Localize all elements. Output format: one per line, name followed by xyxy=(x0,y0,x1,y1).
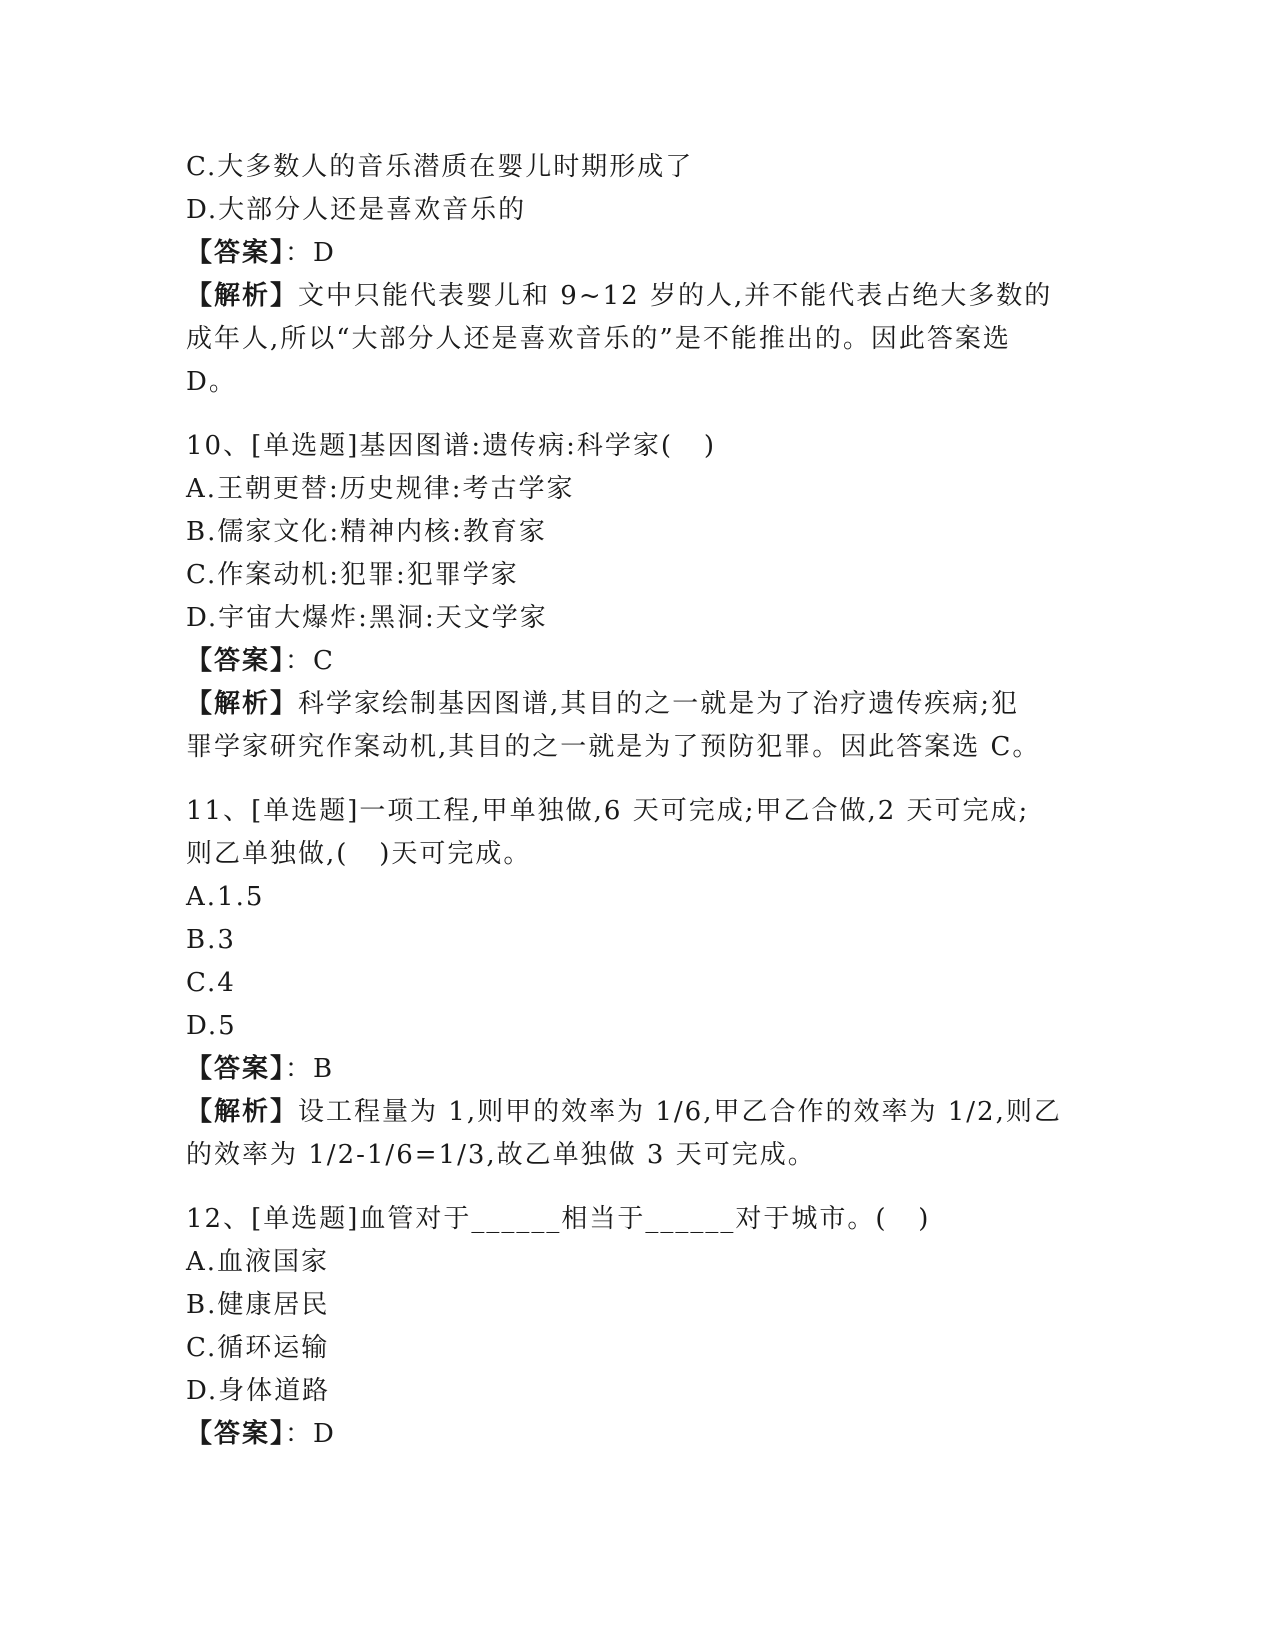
answer-label: 【答案】 xyxy=(186,238,286,268)
option-d: D.宇宙大爆炸:黑洞:天文学家 xyxy=(186,603,548,633)
answer xyxy=(186,232,1086,275)
question-stem: 12、[单选题]血管对于______相当于______对于城市。( ) xyxy=(186,1204,931,1234)
analysis-text-1: 科学家绘制基因图谱,其目的之一就是为了治疗遗传疾病;犯 xyxy=(298,689,1020,719)
answer-value: ：C xyxy=(285,646,335,676)
analysis-label: 【解析】 xyxy=(186,689,299,719)
question-stem-1: 11、[单选题]一项工程,甲单独做,6 天可完成;甲乙合做,2 天可完成; xyxy=(186,796,1030,826)
option-a: A.王朝更替:历史规律:考古学家 xyxy=(186,474,575,504)
analysis-label: 【解析】 xyxy=(186,281,299,311)
answer xyxy=(186,1413,1086,1456)
option-b: B.健康居民 xyxy=(186,1290,330,1320)
option-c: C.循环运输 xyxy=(186,1333,330,1363)
option-c: C.大多数人的音乐潜质在婴儿时期形成了 xyxy=(186,152,694,182)
answer-label: 【答案】 xyxy=(186,1054,286,1084)
option-b: B.3 xyxy=(186,925,236,955)
answer-value: ：D xyxy=(285,1419,336,1449)
question-stem: 10、[单选题]基因图谱:遗传病:科学家( ) xyxy=(186,431,716,461)
option-a: A.1.5 xyxy=(186,882,265,912)
analysis xyxy=(186,1091,1086,1134)
analysis-label: 【解析】 xyxy=(186,1097,299,1127)
option-a: A.血液国家 xyxy=(186,1247,330,1277)
option-b: B.儒家文化:精神内核:教育家 xyxy=(186,517,547,547)
question-11 xyxy=(186,790,1086,1177)
analysis-text-1: 文中只能代表婴儿和 9~12 岁的人,并不能代表占绝大多数的 xyxy=(298,281,1053,311)
answer xyxy=(186,1048,1086,1091)
question-12 xyxy=(186,1198,1086,1456)
question-9-tail xyxy=(186,146,1086,404)
option-d: D.大部分人还是喜欢音乐的 xyxy=(186,195,527,225)
question-stem-2: 则乙单独做,( )天可完成。 xyxy=(186,839,532,869)
analysis xyxy=(186,275,1086,318)
answer-value: ：B xyxy=(285,1054,335,1084)
question-10 xyxy=(186,425,1086,769)
answer-value: ：D xyxy=(285,238,336,268)
analysis-text-1: 设工程量为 1,则甲的效率为 1/6,甲乙合作的效率为 1/2,则乙 xyxy=(298,1097,1062,1127)
analysis-text-2: 成年人,所以“大部分人还是喜欢音乐的”是不能推出的。因此答案选 xyxy=(186,324,1011,354)
option-c: C.作案动机:犯罪:犯罪学家 xyxy=(186,560,519,590)
analysis-text-2: 罪学家研究作案动机,其目的之一就是为了预防犯罪。因此答案选 C。 xyxy=(186,732,1041,762)
answer xyxy=(186,640,1086,683)
option-d: D.身体道路 xyxy=(186,1376,331,1406)
answer-label: 【答案】 xyxy=(186,1419,286,1449)
option-d: D.5 xyxy=(186,1011,237,1041)
analysis xyxy=(186,683,1086,726)
answer-label: 【答案】 xyxy=(186,646,286,676)
page-content xyxy=(186,146,1086,1456)
analysis-text-3: D。 xyxy=(186,367,237,397)
option-c: C.4 xyxy=(186,968,236,998)
analysis-text-2: 的效率为 1/2-1/6=1/3,故乙单独做 3 天可完成。 xyxy=(186,1140,816,1170)
